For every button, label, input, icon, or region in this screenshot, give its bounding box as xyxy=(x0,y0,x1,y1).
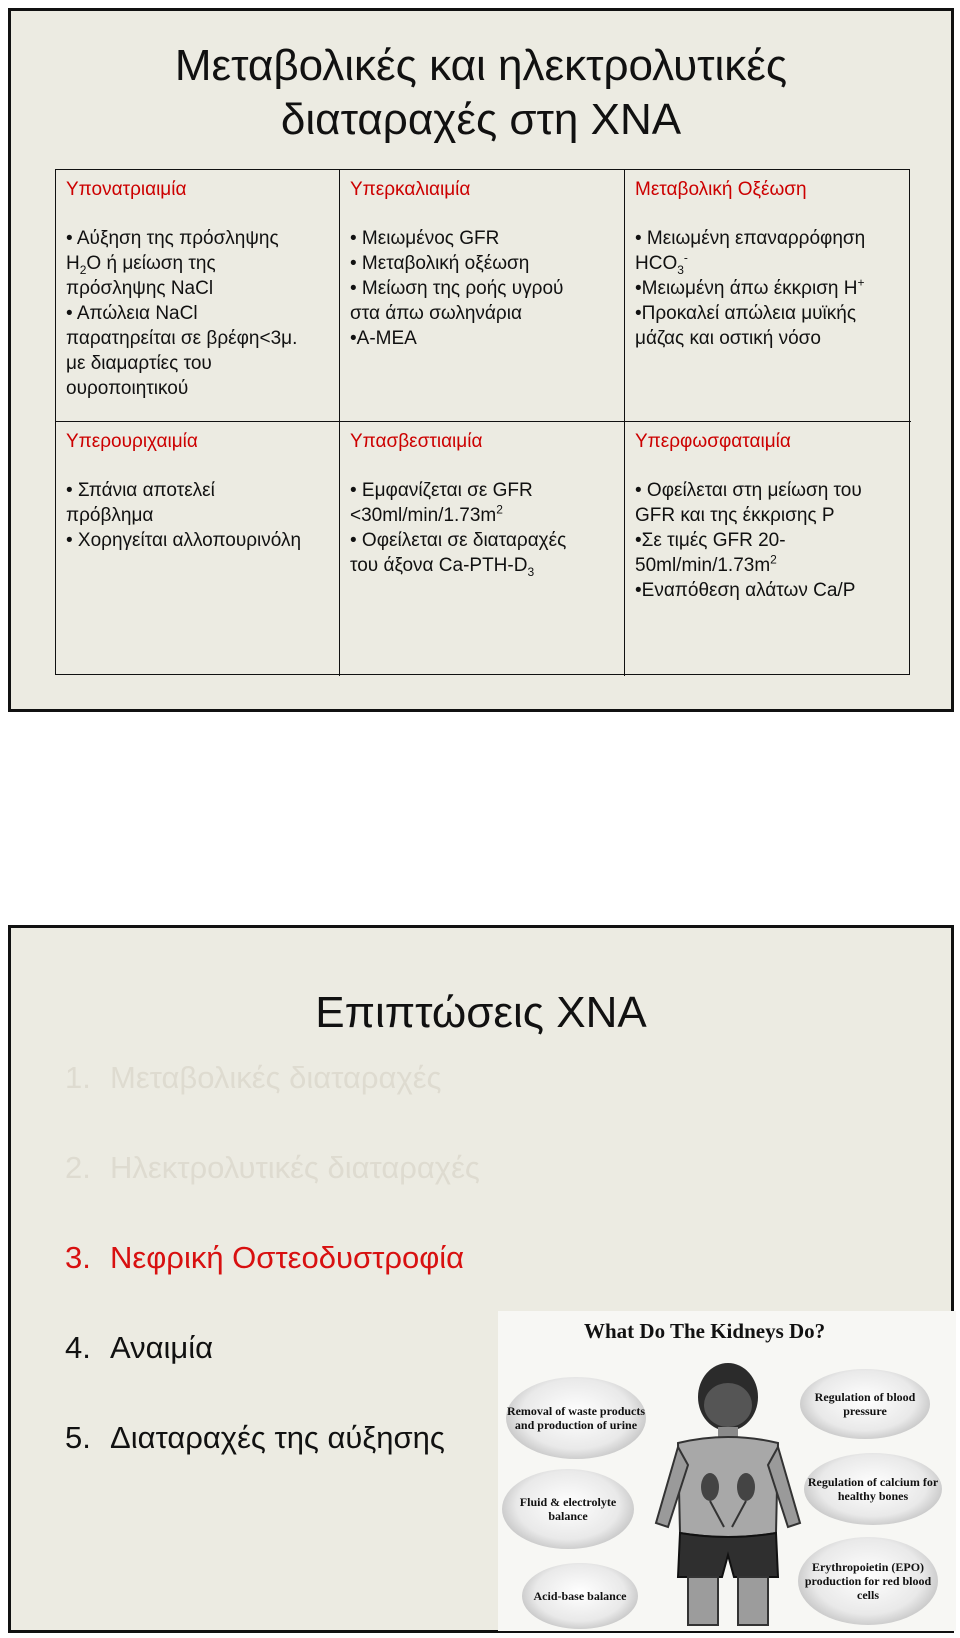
bubble-fluid-electrolyte: Fluid & electrolyte balance xyxy=(502,1469,634,1549)
list-item: 2. Ηλεκτρολυτικές διαταραχές xyxy=(65,1150,480,1185)
cell-hypocalcemia xyxy=(340,422,625,676)
slide-title: Μεταβολικές και ηλεκτρολυτικές διαταραχές στη ΧΝΑ xyxy=(174,41,788,144)
disorders-table xyxy=(55,169,910,675)
cell-body: • Μειωμένη επαναρρόφηση $HCO_3^-$ •Μειωμένη άπω έκκριση H+ •Προκαλεί απώλεια μυϊκής μάζας και οστική νόσο xyxy=(635,228,866,349)
kidneys-illustration xyxy=(498,1311,956,1631)
cell-body: • Σπάνια αποτελεί πρόβλημα • Χορηγείται αλλοπουρινόλη xyxy=(66,480,302,551)
child-figure-icon xyxy=(648,1355,808,1631)
bubble-acid-base: Acid-base balance xyxy=(522,1563,638,1629)
bubble-calcium: Regulation of calcium for healthy bones xyxy=(804,1453,942,1525)
cell-metabolic-acidosis xyxy=(625,170,911,422)
list-item: 4. Αναιμία xyxy=(65,1330,214,1365)
cell-heading: Μεταβολική Οξέωση xyxy=(635,179,807,200)
bubble-removal-waste: Removal of waste products and production of urine xyxy=(506,1377,646,1459)
cell-body: • Αύξηση της πρόσληψης $H_2O$ ή μείωση της πρόσληψης NaCl • Απώλεια NaCl παρατηρείται σε βρέφη<3μ. με διαμαρτίες του ουροποιητικού xyxy=(66,228,298,399)
illustration-title: What Do The Kidneys Do? xyxy=(584,1319,826,1343)
cell-heading: Υπασβεστιαιμία xyxy=(350,431,483,452)
cell-heading: Υπερφωσφαταιμία xyxy=(635,431,791,452)
cell-hyperuricemia xyxy=(56,422,340,676)
bubble-epo: Erythropoietin (EPO) production for red blood cells xyxy=(798,1537,938,1625)
cell-heading: Υπονατριαιμία xyxy=(66,179,187,200)
list-item: 1. Μεταβολικές διαταραχές xyxy=(65,1060,442,1095)
cell-body: • Μειωμένος GFR • Μεταβολική οξέωση • Μείωση της ροής υγρού στα άπω σωληνάρια •Α-ΜΕΑ xyxy=(350,228,564,349)
slide-ckd-consequences xyxy=(8,925,954,1633)
slide-metabolic-electrolyte xyxy=(8,8,954,712)
list-item-active: 3. Νεφρική Οστεοδυστροφία xyxy=(65,1240,465,1275)
cell-heading: Υπερκαλιαιμία xyxy=(350,179,471,200)
slide-title: Επιπτώσεις ΧΝΑ xyxy=(315,988,647,1037)
cell-hyperphosphatemia xyxy=(625,422,911,676)
cell-hyponatremia xyxy=(56,170,340,422)
cell-body: • Οφείλεται στη μείωση του GFR και της έκκρισης P •Σε τιμές GFR 20- $50ml/\min/1.73m^2$ •Εναπόθεση αλάτων Ca/P xyxy=(635,480,862,601)
cell-hyperkalemia xyxy=(340,170,625,422)
list-item: 5. Διαταραχές της αύξησης xyxy=(65,1420,445,1455)
bubble-blood-pressure: Regulation of blood pressure xyxy=(800,1369,930,1439)
cell-body: • Εμφανίζεται σε GFR $<30ml/\min/1.73m^2$ • Οφείλεται σε διαταραχές του άξονα $Ca-PTH-D_3$ xyxy=(350,480,567,579)
cell-heading: Υπερουριχαιμία xyxy=(66,431,198,452)
